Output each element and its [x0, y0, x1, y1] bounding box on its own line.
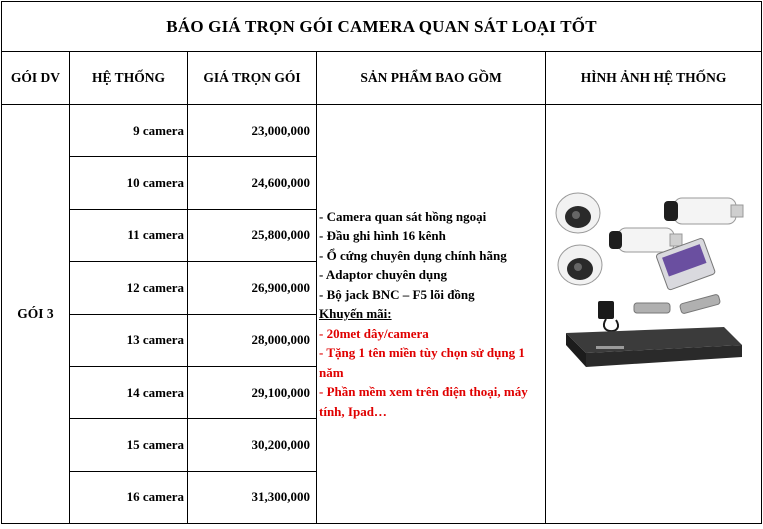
bnc-connector-icon: [634, 294, 721, 314]
price-cell: 28,000,000: [188, 314, 317, 366]
product-item: - Camera quan sát hồng ngoại: [319, 208, 487, 224]
promo-heading: Khuyến mãi:: [319, 306, 392, 322]
promo-item: - Tặng 1 tên miền tùy chọn sử dụng 1 năm: [319, 345, 525, 380]
price-cell: 26,900,000: [188, 262, 317, 314]
header-price: GIÁ TRỌN GÓI: [188, 52, 317, 105]
price-table: [1, 1, 762, 524]
product-item: - Bộ jack BNC – F5 lõi đồng: [319, 286, 475, 302]
price-cell: 30,200,000: [188, 419, 317, 471]
header-package: GÓI DV: [2, 52, 70, 105]
bullet-camera-icon: [609, 228, 682, 252]
product-item: - Adaptor chuyên dụng: [319, 267, 447, 283]
price-cell: 24,600,000: [188, 157, 317, 209]
price-cell: 25,800,000: [188, 209, 317, 261]
dome-camera-icon: [556, 193, 600, 233]
system-cell: 10 camera: [70, 157, 188, 209]
dome-camera-icon: [558, 245, 602, 285]
dvr-recorder-icon: [566, 327, 742, 367]
system-cell: 13 camera: [70, 314, 188, 366]
header-products: SẢN PHẨM BAO GỒM: [317, 52, 546, 105]
system-cell: 11 camera: [70, 209, 188, 261]
system-image-cell: [546, 105, 762, 524]
system-image: [546, 105, 760, 523]
price-cell: 31,300,000: [188, 471, 317, 523]
table-row: [2, 105, 762, 157]
system-cell: 12 camera: [70, 262, 188, 314]
system-cell: 14 camera: [70, 366, 188, 418]
system-cell: 16 camera: [70, 471, 188, 523]
header-row: [2, 52, 762, 105]
promo-item: - 20met dây/camera: [319, 325, 429, 341]
system-cell: 15 camera: [70, 419, 188, 471]
product-item: - Ổ cứng chuyên dụng chính hãng: [319, 247, 507, 263]
product-item: - Đầu ghi hình 16 kênh: [319, 228, 446, 244]
header-system: HỆ THỐNG: [70, 52, 188, 105]
header-image: HÌNH ẢNH HỆ THỐNG: [546, 52, 762, 105]
promo-item: - Phần mềm xem trên điện thoại, máy tính, Ipad…: [319, 384, 528, 419]
bullet-camera-icon: [664, 198, 743, 224]
package-name: GÓI 3: [2, 105, 70, 524]
price-sheet: [1, 1, 761, 527]
table-title: BÁO GIÁ TRỌN GÓI CAMERA QUAN SÁT LOẠI TỐT: [2, 2, 762, 52]
price-cell: 23,000,000: [188, 105, 317, 157]
products-cell: [317, 105, 546, 524]
system-cell: 9 camera: [70, 105, 188, 157]
price-cell: 29,100,000: [188, 366, 317, 418]
power-adapter-icon: [598, 301, 618, 331]
